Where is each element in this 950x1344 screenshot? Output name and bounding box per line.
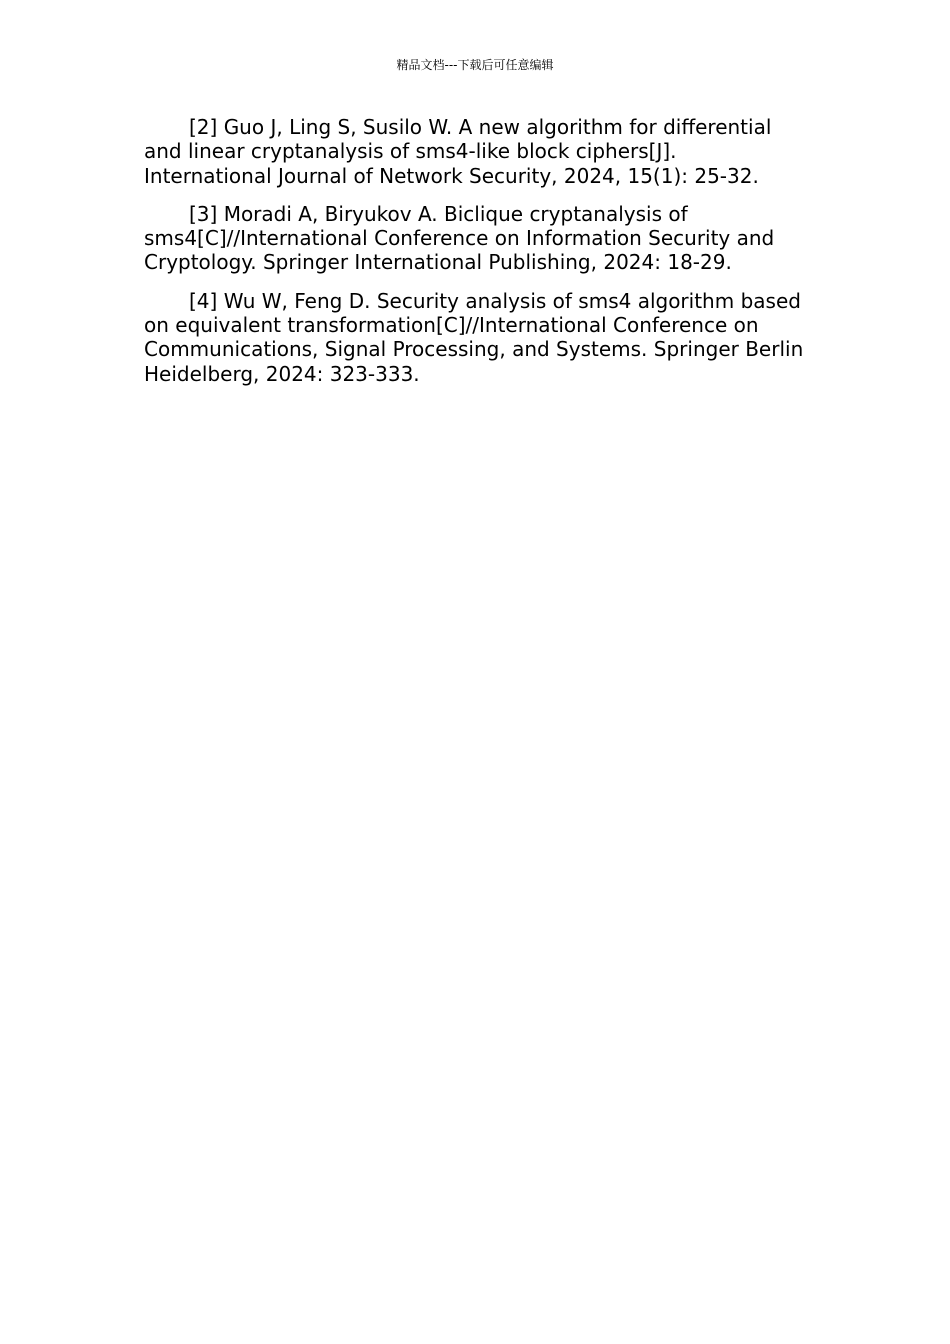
reference-item: [4] Wu W, Feng D. Security analysis of sms4 algorithm based on equivalent transformation[C]//International Conference on Communications, Signal Processing, and Systems. Springer Berlin Heidelberg, 2024: 323-333. xyxy=(144,288,804,386)
reference-list xyxy=(144,115,806,400)
reference-item: [3] Moradi A, Biryukov A. Biclique cryptanalysis of sms4[C]//International Conference on Information Security and Cryptology. Springer International Publishing, 2024: 18-29. xyxy=(144,201,775,275)
page-header: 精品文档---下载后可任意编辑 xyxy=(396,58,554,72)
reference-item: [2] Guo J, Ling S, Susilo W. A new algorithm for differential and linear cryptanalysis of sms4-like block ciphers[J]. International Journal of Network Security, 2024, 15(1): 25-32. xyxy=(144,115,772,188)
